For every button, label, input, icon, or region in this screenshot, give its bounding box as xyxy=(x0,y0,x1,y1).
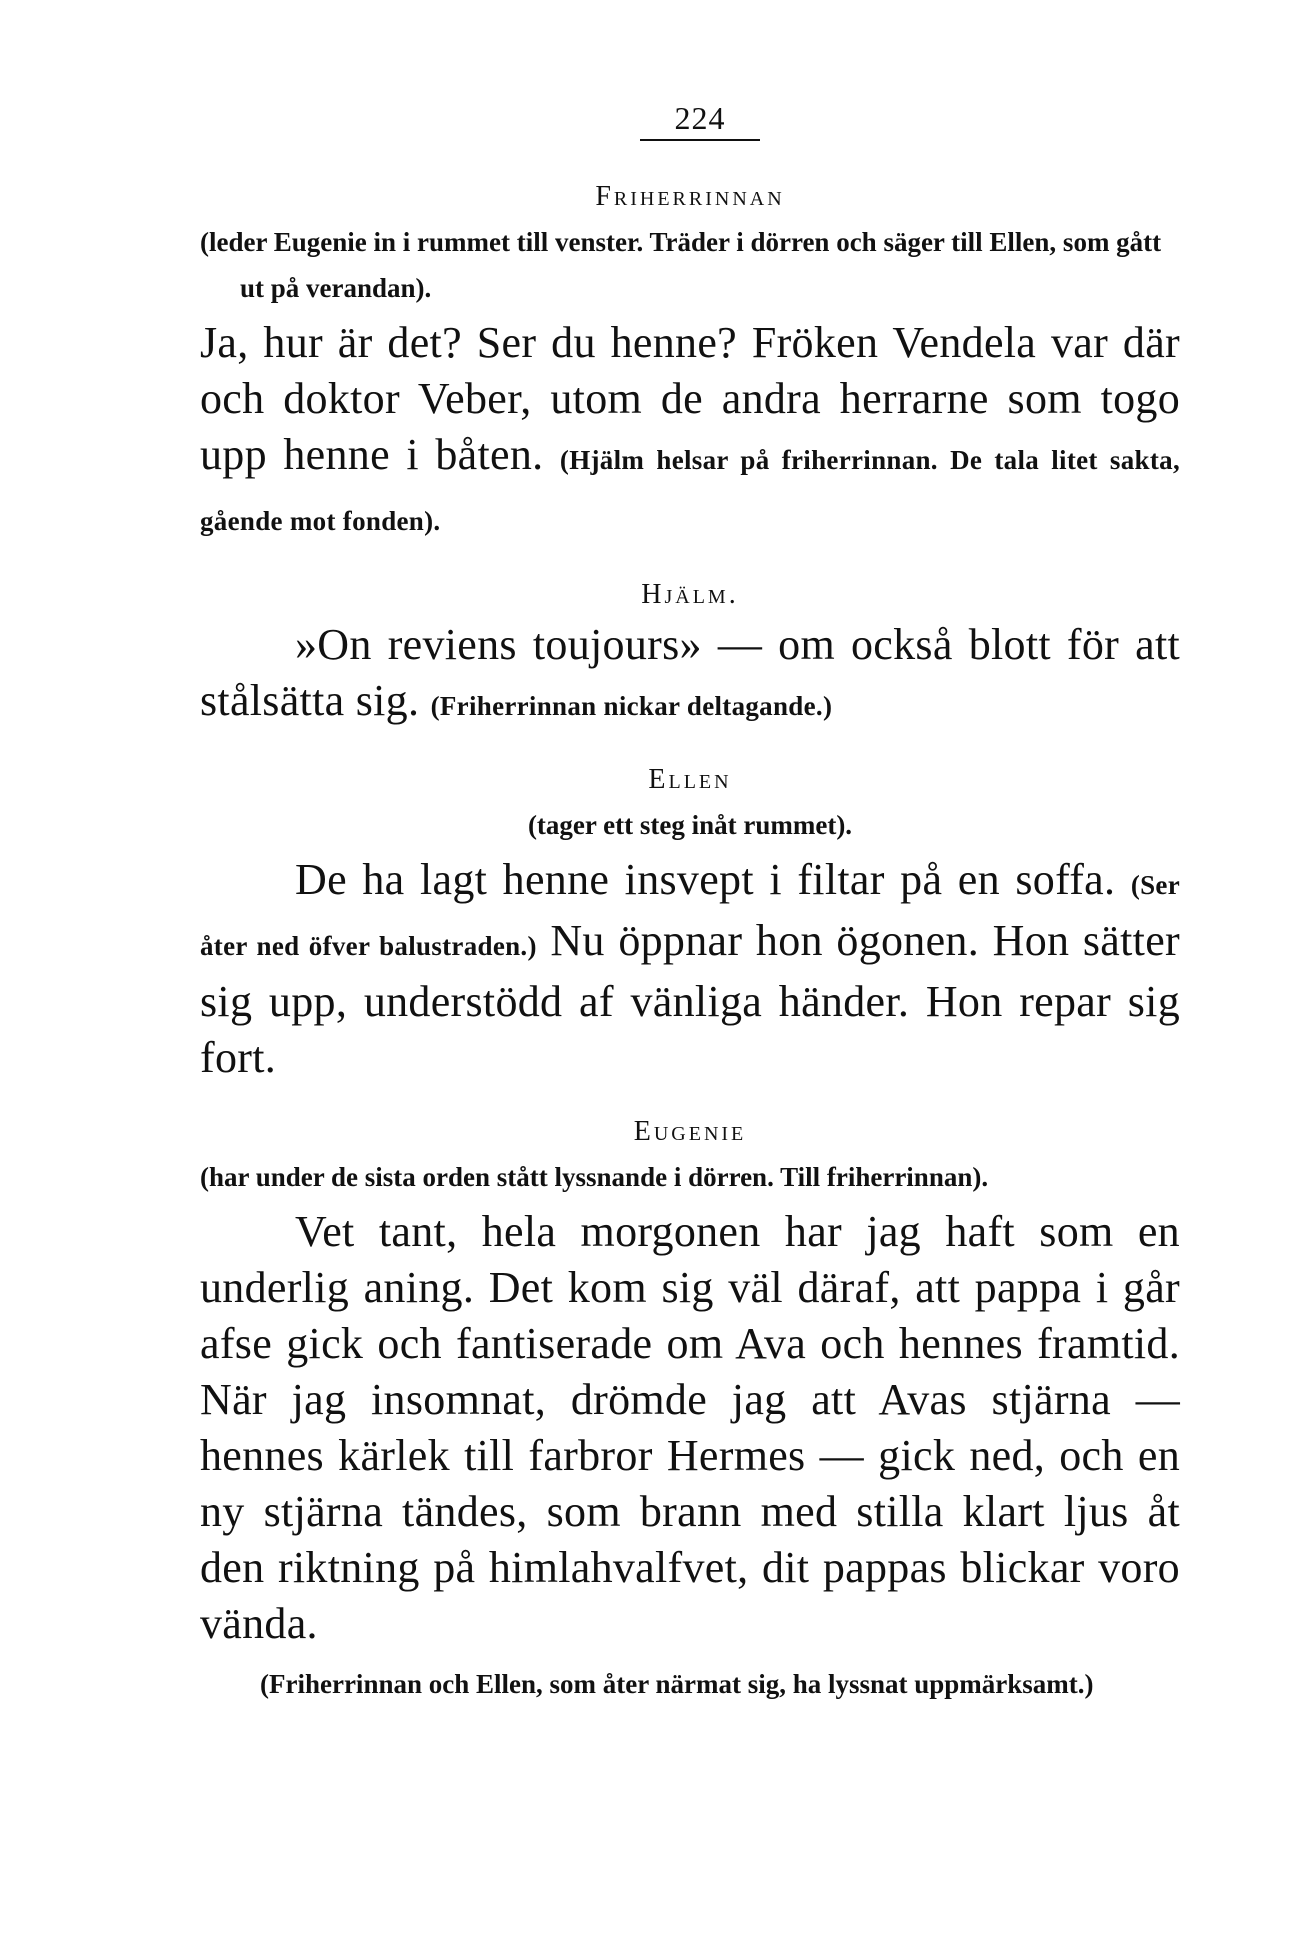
stage-direction: (har under de sista orden stått lyssnande i dörren. Till friherrinnan). xyxy=(200,1162,989,1192)
speaker-heading: Ellen xyxy=(648,764,732,795)
speaker-heading: Eugenie xyxy=(633,1116,747,1147)
stage-direction: (tager ett steg inåt rummet). xyxy=(527,810,853,840)
stage-direction: (Friherrinnan och Ellen, som åter närmat sig, ha lyssnat uppmärksamt.) xyxy=(260,1669,1094,1699)
dialogue-paragraph xyxy=(200,852,1180,1086)
speaker-heading: Friherrinnan xyxy=(595,181,785,212)
book-page xyxy=(200,100,1180,1733)
inline-stage-direction: (Hjälm helsar på friherrinnan. De tala litet sakta, gående mot fonden). xyxy=(200,445,1180,536)
stage-direction: (leder Eugenie in i rummet till venster. Träder i dörren och säger till Ellen, som gått ut på verandan). xyxy=(200,227,1162,303)
dialogue-text: De ha lagt henne insvept i filtar på en soffa. xyxy=(295,855,1116,904)
inline-stage-direction: (Friherrinnan nickar deltagande.) xyxy=(430,691,833,721)
speaker-heading: Hjälm. xyxy=(641,579,739,610)
dialogue-text: »On reviens toujours» — om också blott för att stålsätta sig. xyxy=(200,620,1180,725)
page-number: 224 xyxy=(640,100,760,141)
dialogue-text: Nu öppnar hon ögonen. Hon sätter sig upp, understödd af vänliga händer. Hon repar sig fort. xyxy=(200,916,1180,1082)
dialogue-paragraph xyxy=(200,617,1180,734)
dialogue-text: Ja, hur är det? Ser du henne? Fröken Vendela var där och doktor Veber, utom de andra herrarne som togo upp henne i båten. xyxy=(200,318,1180,479)
dialogue-paragraph xyxy=(200,315,1180,549)
inline-stage-direction: (Ser åter ned öfver balustraden.) xyxy=(200,870,1180,961)
dialogue-paragraph: Vet tant, hela morgonen har jag haft som en underlig aning. Det kom sig väl däraf, att pappa i går afse gick och fantiserade om Ava och hennes framtid. När jag insomnat, drömde jag att Avas stjärna — hennes kärlek till farbror Hermes — gick ned, och en ny stjärna tändes, som brann med stilla klart ljus åt den riktning på himlahvalfvet, dit pappas blickar voro vända. xyxy=(200,1207,1180,1648)
